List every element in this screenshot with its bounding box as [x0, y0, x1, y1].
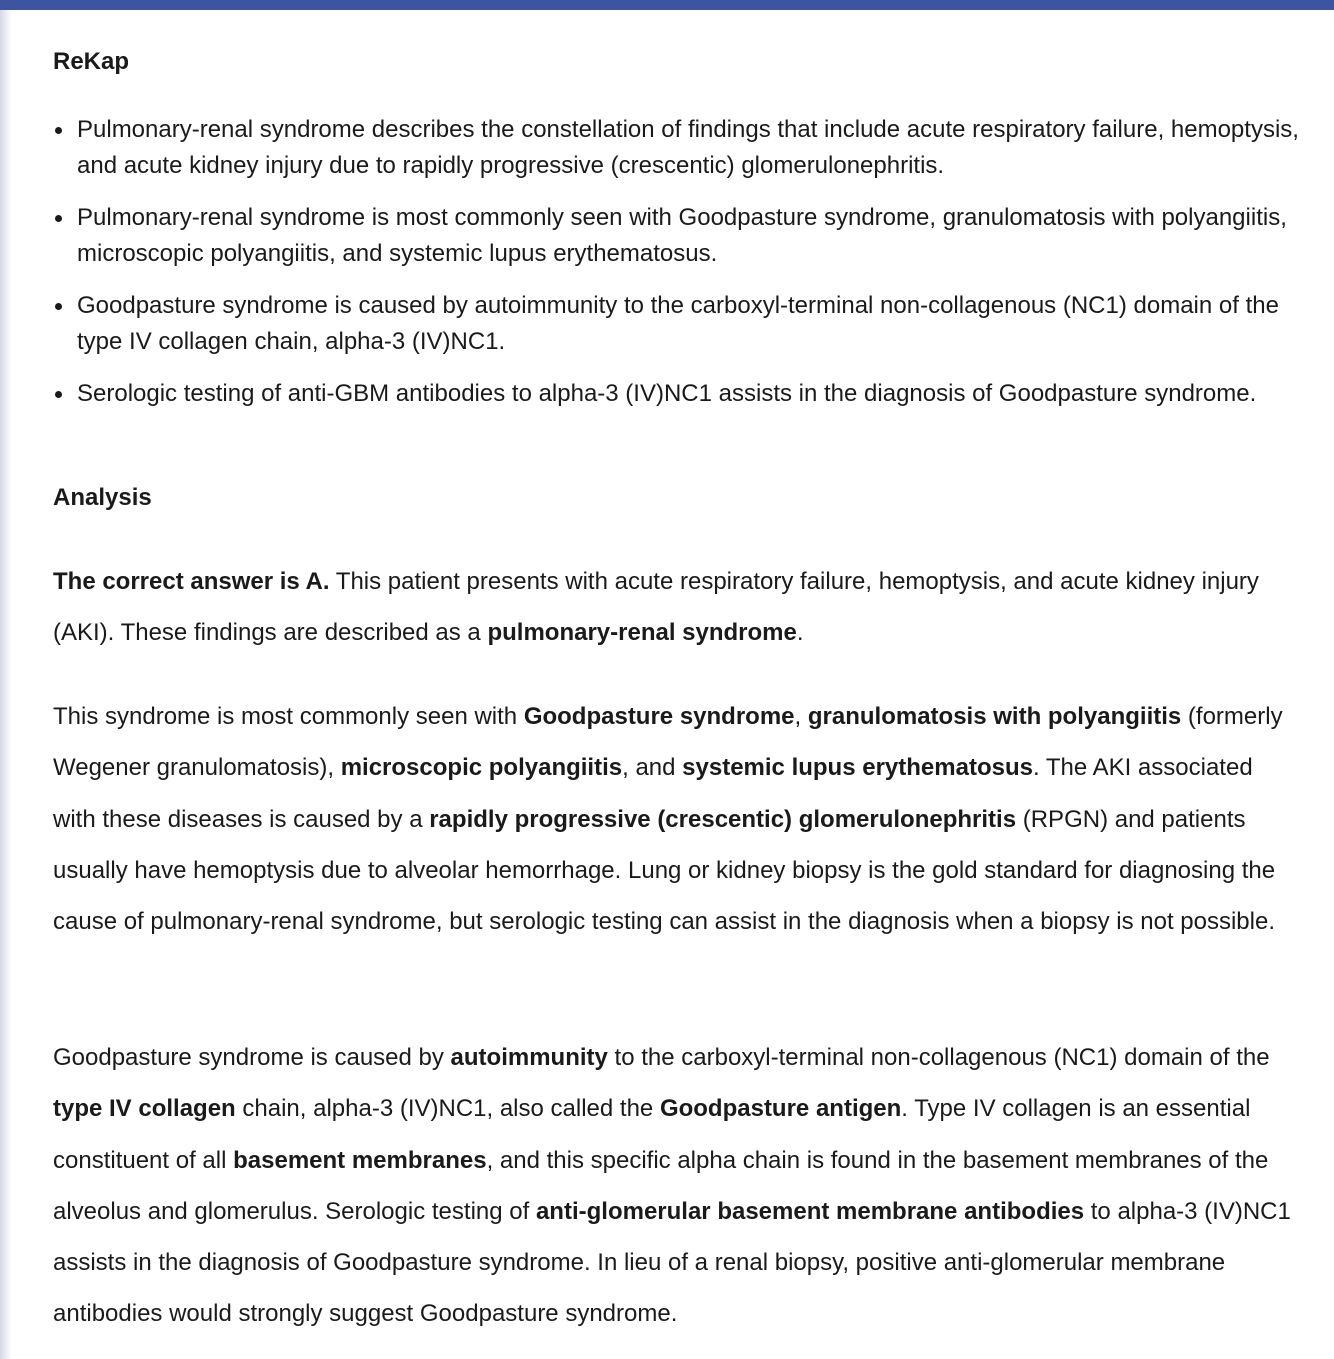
- key-term: granulomatosis with polyangiitis: [807, 703, 1182, 730]
- rekap-bullet: [53, 112, 1303, 184]
- paragraph-text: This patient presents with acute respiratory failure, hemoptysis, and acute kidney injury (AKI). These findings are described as a: [53, 568, 1259, 647]
- key-term: Goodpasture antigen: [659, 1095, 902, 1123]
- paragraph-text: chain, alpha-3 (IV)NC1, also called the: [235, 1095, 660, 1123]
- top-accent-bar: [0, 0, 1334, 10]
- rekap-bullet: [53, 376, 1303, 412]
- paragraph-text: to the carboxyl-terminal non-collagenous (NC1) domain of the: [607, 1044, 1270, 1071]
- rekap-bullet: [53, 200, 1303, 272]
- paragraph-text: to alpha-3 (IV)NC1 assists in the diagnosis of Goodpasture syndrome. In lieu of a renal biopsy, positive anti-glomerular membrane antibodies would strongly suggest Goodpasture syndrome.: [53, 1197, 1291, 1328]
- key-term: pulmonary-renal syndrome: [487, 619, 797, 647]
- paragraph-text: , and this specific alpha chain is found in the basement membranes of the alveolus and glomerulus. Serologic testing of: [53, 1146, 1269, 1225]
- rekap-bullet-text: Serologic testing of anti-GBM antibodies to alpha-3 (IV)NC1 assists in the diagnosis of Goodpasture syndrome.: [77, 380, 1257, 407]
- key-term: anti-glomerular basement membrane antibodies: [535, 1197, 1085, 1225]
- key-term: autoimmunity: [450, 1044, 608, 1071]
- analysis-heading: Analysis: [53, 484, 152, 511]
- paragraph-text: . The AKI associated with these diseases is caused by a: [53, 754, 1253, 833]
- key-term: type IV collagen: [53, 1095, 236, 1123]
- paragraph-text: , and: [622, 754, 683, 782]
- paragraph-text: Goodpasture syndrome is caused by: [53, 1044, 451, 1071]
- rekap-heading: ReKap: [53, 48, 130, 75]
- key-term: basement membranes: [233, 1146, 487, 1174]
- rekap-bullet: [53, 288, 1303, 360]
- paragraph-text: .: [796, 619, 804, 647]
- key-term: rapidly progressive (crescentic) glomerulonephritis: [429, 805, 1017, 833]
- correct-answer-statement: The correct answer is A.: [53, 568, 330, 595]
- paragraph-text: (formerly Wegener granulomatosis),: [53, 703, 1283, 782]
- key-term: Goodpasture syndrome: [523, 703, 795, 730]
- bullet-dot-icon: [55, 391, 62, 398]
- rekap-bullet-text: Pulmonary-renal syndrome is most commonly seen with Goodpasture syndrome, granulomatosis with polyangiitis, microscopic polyangiitis, and systemic lupus erythematosus.: [77, 204, 1287, 267]
- rekap-bullet-list: [53, 112, 1303, 428]
- bullet-dot-icon: [55, 127, 62, 134]
- rekap-bullet-text: Goodpasture syndrome is caused by autoimmunity to the carboxyl-terminal non-collagenous (NC1) domain of the type IV collagen chain, alpha-3 (IV)NC1.: [77, 292, 1279, 355]
- analysis-paragraph-answer: [53, 556, 1298, 659]
- left-edge-shadow: [0, 10, 12, 1359]
- paragraph-text: ,: [794, 703, 808, 730]
- bullet-dot-icon: [55, 303, 62, 310]
- bullet-dot-icon: [55, 215, 62, 222]
- paragraph-text: (RPGN) and patients usually have hemoptysis due to alveolar hemorrhage. Lung or kidney biopsy is the gold standard for diagnosing the cause of pulmonary-renal syndrome, but serologic testing can assist in the diagnosis when a biopsy is not possible.: [53, 805, 1276, 936]
- key-term: microscopic polyangiitis: [340, 754, 623, 782]
- paragraph-text: This syndrome is most commonly seen with: [53, 703, 524, 730]
- analysis-paragraph-causes: [53, 691, 1298, 947]
- paragraph-text: . Type IV collagen is an essential constituent of all: [53, 1095, 1251, 1174]
- analysis-paragraph-goodpasture: [53, 1032, 1298, 1340]
- rekap-bullet-text: Pulmonary-renal syndrome describes the constellation of findings that include acute respiratory failure, hemoptysis, and acute kidney injury due to rapidly progressive (crescentic) glomerulonephritis.: [77, 116, 1299, 179]
- key-term: systemic lupus erythematosus: [682, 754, 1033, 782]
